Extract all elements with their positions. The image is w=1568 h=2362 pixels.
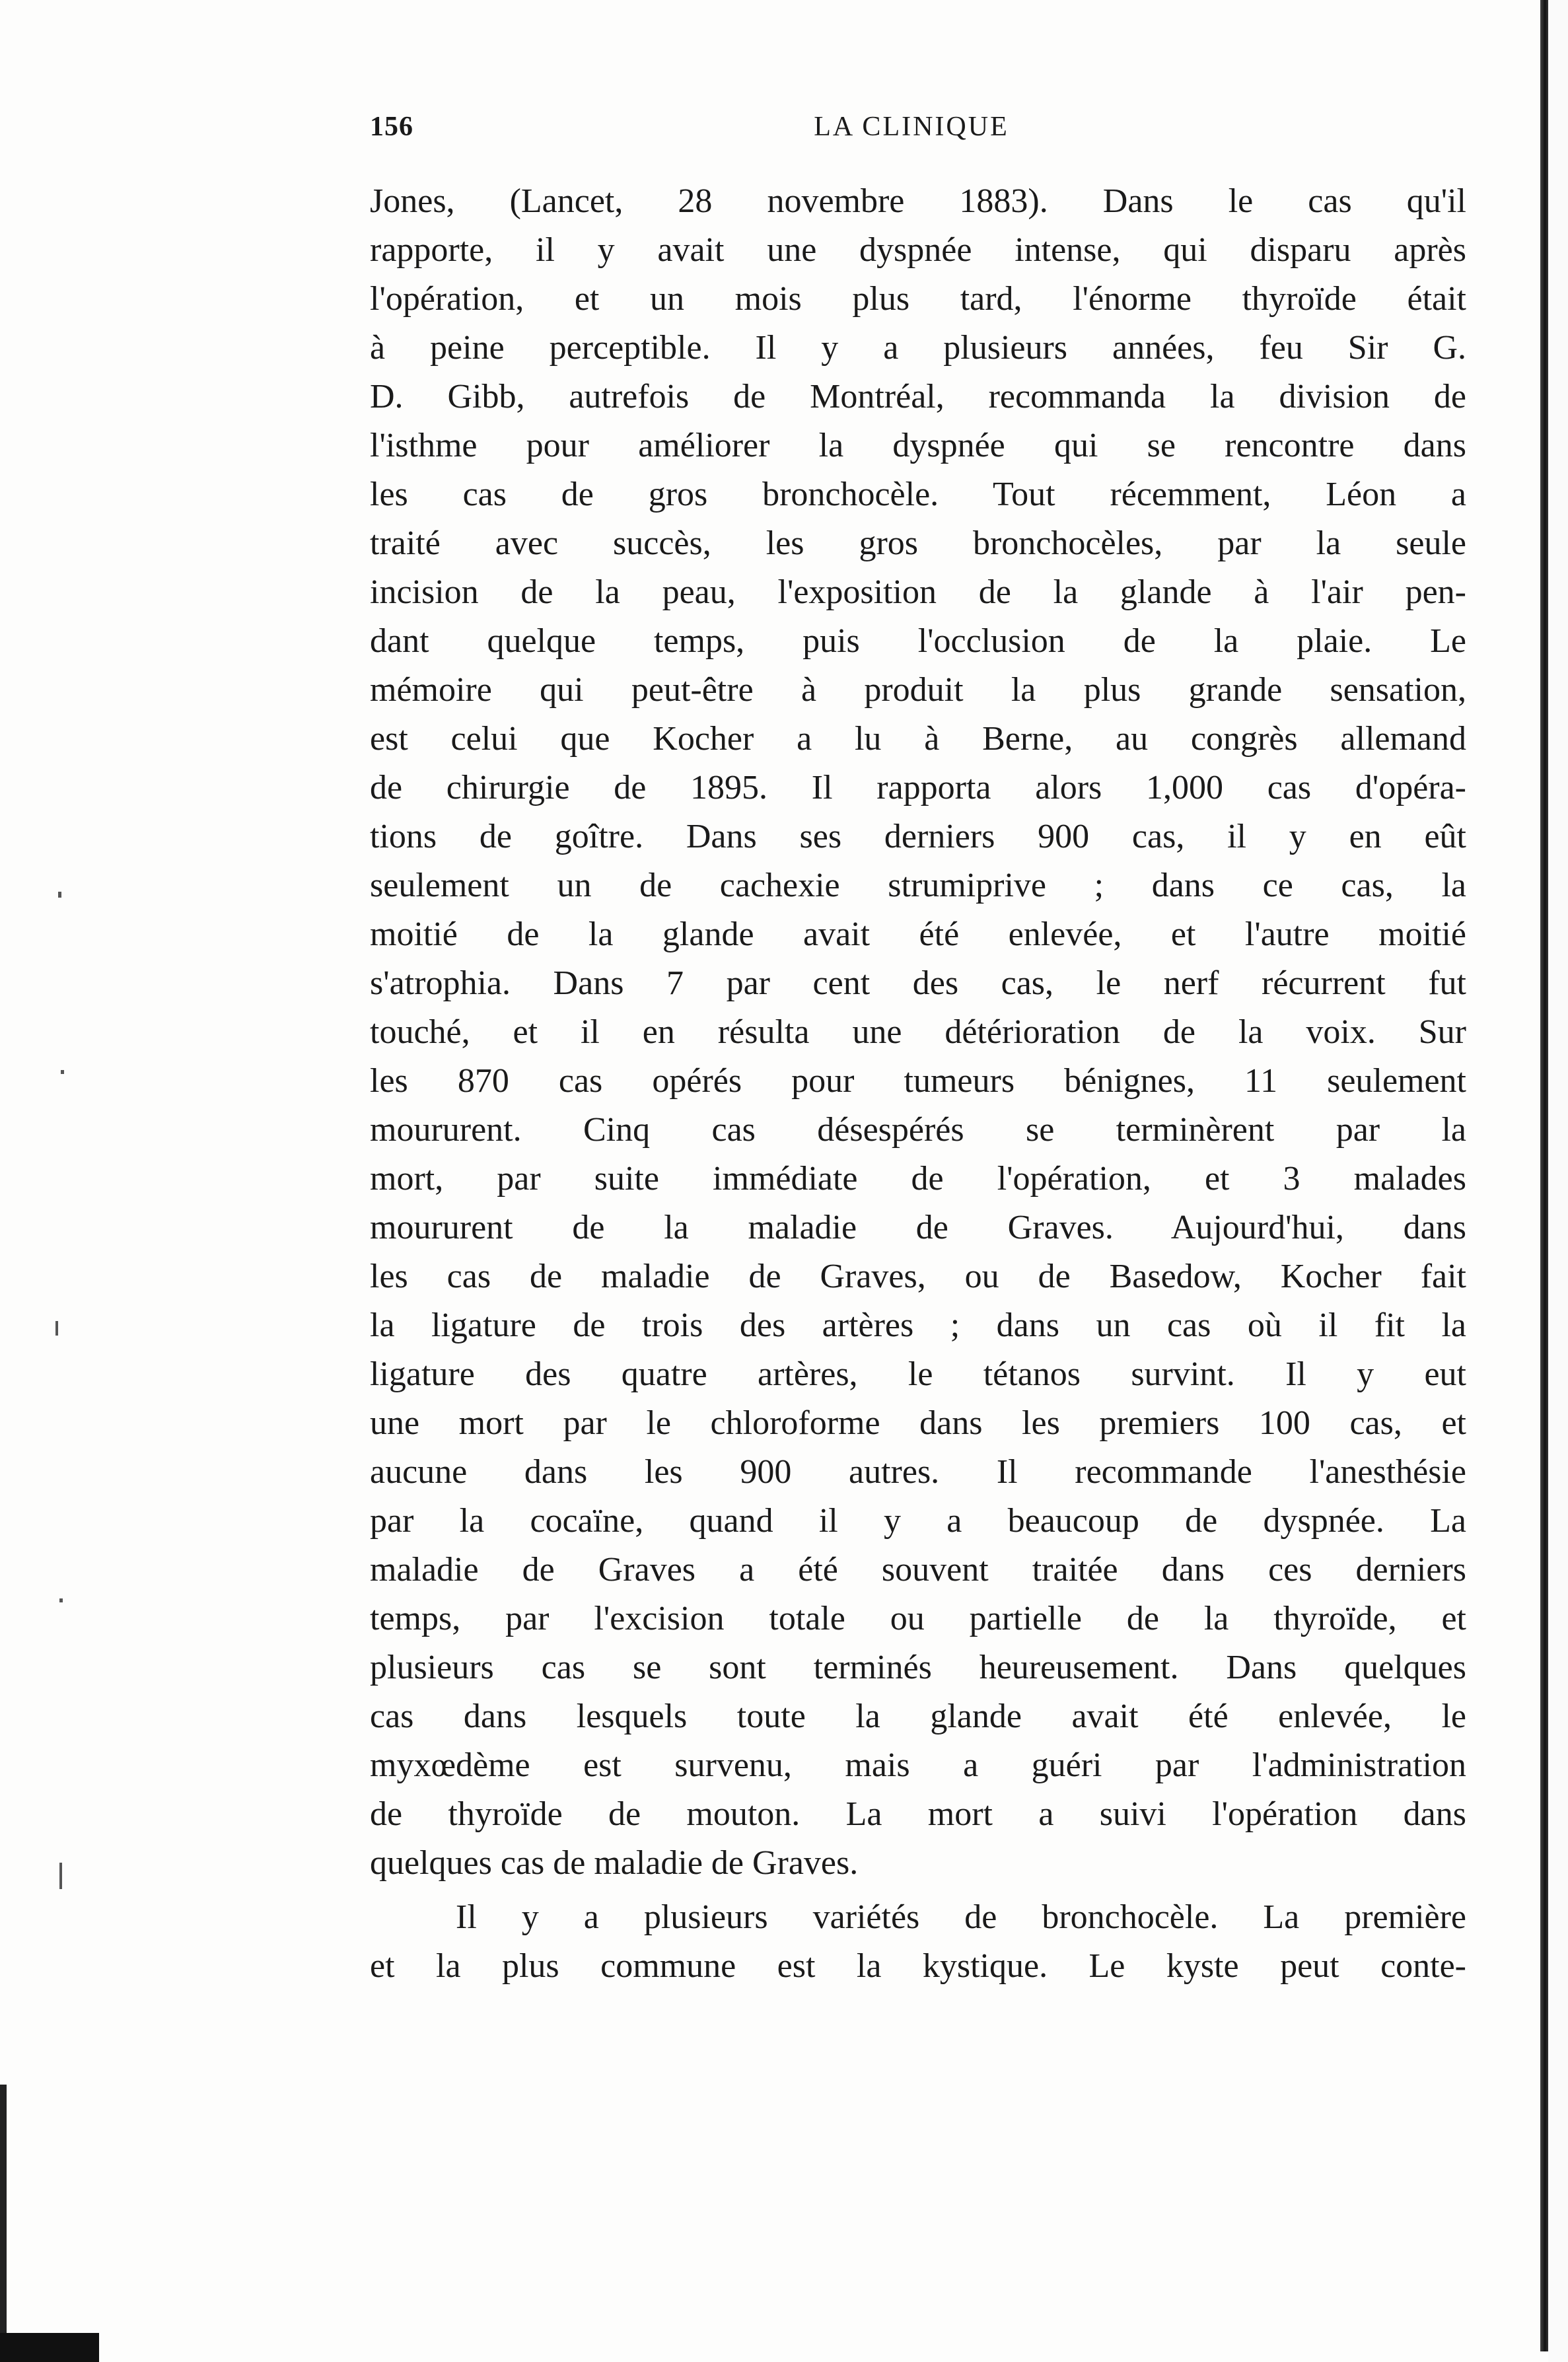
text-line: cas dans lesquels toute la glande avait été enlevée, le	[370, 1698, 1466, 1735]
text-line: Jones, (Lancet, 28 novembre 1883). Dans le cas qu'il	[370, 182, 1466, 220]
text-line: est celui que Kocher a lu à Berne, au congrès allemand	[370, 720, 1466, 758]
text-line: s'atrophia. Dans 7 par cent des cas, le nerf récurrent fut	[370, 964, 1466, 1002]
text-line: D. Gibb, autrefois de Montréal, recommanda la division de	[370, 378, 1466, 415]
text-line: les cas de gros bronchocèle. Tout récemment, Léon a	[370, 476, 1466, 513]
text-line: incision de la peau, l'exposition de la glande à l'air pen-	[370, 573, 1466, 611]
scan-speck	[59, 1863, 62, 1889]
page-header	[370, 111, 1453, 151]
scan-speck	[55, 1321, 58, 1336]
text-line: de thyroïde de mouton. La mort a suivi l'opération dans	[370, 1795, 1466, 1833]
text-line: rapporte, il y avait une dyspnée intense, qui disparu après	[370, 231, 1466, 269]
text-line: ligature des quatre artères, le tétanos survint. Il y eut	[370, 1355, 1466, 1393]
text-line: moitié de la glande avait été enlevée, et l'autre moitié	[370, 915, 1466, 953]
scan-margin	[1548, 0, 1568, 2362]
text-line: seulement un de cachexie strumiprive ; dans ce cas, la	[370, 867, 1466, 904]
text-line: les 870 cas opérés pour tumeurs bénignes, 11 seulement	[370, 1062, 1466, 1100]
text-line: moururent de la maladie de Graves. Aujourd'hui, dans	[370, 1209, 1466, 1246]
body-text	[370, 177, 1466, 1991]
scan-corner-artifact	[0, 2333, 99, 2362]
text-line: les cas de maladie de Graves, ou de Basedow, Kocher fait	[370, 1258, 1466, 1295]
text-line: l'isthme pour améliorer la dyspnée qui se rencontre dans	[370, 427, 1466, 464]
text-line: temps, par l'excision totale ou partielle de la thyroïde, et	[370, 1600, 1466, 1637]
text-line: à peine perceptible. Il y a plusieurs années, feu Sir G.	[370, 329, 1466, 367]
paragraph	[370, 177, 1466, 1888]
text-line: plusieurs cas se sont terminés heureusement. Dans quelques	[370, 1649, 1466, 1686]
text-line: myxœdème est survenu, mais a guéri par l'administration	[370, 1746, 1466, 1784]
text-line: de chirurgie de 1895. Il rapporta alors 1,000 cas d'opéra-	[370, 769, 1466, 806]
text-line: maladie de Graves a été souvent traitée dans ces derniers	[370, 1551, 1466, 1589]
text-line: touché, et il en résulta une détérioration de la voix. Sur	[370, 1013, 1466, 1051]
text-line: dant quelque temps, puis l'occlusion de la plaie. Le	[370, 622, 1466, 660]
text-line: mort, par suite immédiate de l'opération, et 3 malades	[370, 1160, 1466, 1198]
scan-speck	[61, 1070, 64, 1074]
text-line: moururent. Cinq cas désespérés se terminèrent par la	[370, 1111, 1466, 1149]
text-line: Il y a plusieurs variétés de bronchocèle. La première	[456, 1898, 1466, 1936]
running-title: LA CLINIQUE	[814, 112, 1009, 142]
paragraph	[370, 1893, 1466, 1991]
text-line: par la cocaïne, quand il y a beaucoup de dyspnée. La	[370, 1502, 1466, 1540]
scan-speck	[59, 1598, 63, 1602]
text-line: quelques cas de maladie de Graves.	[370, 1844, 859, 1882]
scan-speck	[58, 892, 61, 898]
text-line: traité avec succès, les gros bronchocèles, par la seule	[370, 524, 1466, 562]
page-number: 156	[370, 112, 413, 142]
text-line: une mort par le chloroforme dans les premiers 100 cas, et	[370, 1404, 1466, 1442]
text-line: la ligature de trois des artères ; dans un cas où il fit la	[370, 1306, 1466, 1344]
text-line: tions de goître. Dans ses derniers 900 cas, il y en eût	[370, 818, 1466, 855]
text-line: l'opération, et un mois plus tard, l'énorme thyroïde était	[370, 280, 1466, 318]
scan-corner-artifact	[0, 2085, 7, 2336]
binding-edge	[1540, 0, 1548, 2351]
text-line: mémoire qui peut-être à produit la plus grande sensation,	[370, 671, 1466, 709]
text-line: et la plus commune est la kystique. Le kyste peut conte-	[370, 1947, 1466, 1985]
text-line: aucune dans les 900 autres. Il recommande l'anesthésie	[370, 1453, 1466, 1491]
